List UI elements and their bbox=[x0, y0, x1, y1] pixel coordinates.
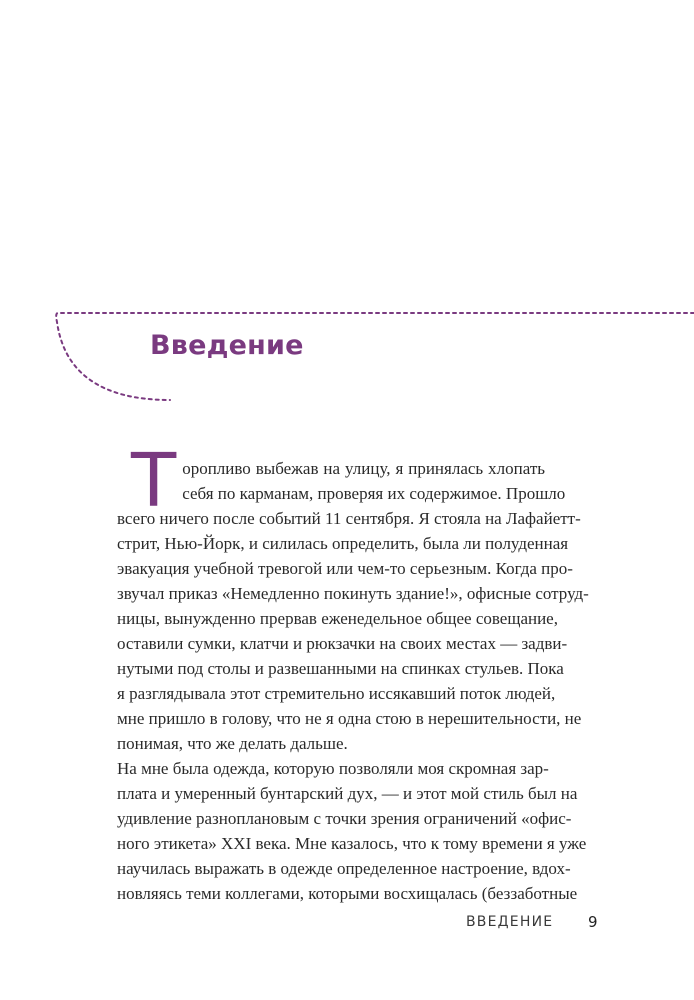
paragraph-2 bbox=[117, 756, 587, 906]
text-line: мне пришло в голову, что не я одна стою в нерешительности, не bbox=[117, 709, 582, 728]
text-line: понимая, что же делать дальше. bbox=[117, 734, 348, 753]
text-line: себя по карманам, проверяя их содержимое. Прошло bbox=[182, 484, 566, 503]
text-line: я разглядывала этот стремительно иссякавший поток людей, bbox=[117, 684, 556, 703]
text-line: новляясь теми коллегами, которыми восхищалась (беззаботные bbox=[117, 884, 578, 903]
text-line: ного этикета» XXI века. Мне казалось, что к тому времени я уже bbox=[117, 834, 587, 853]
paragraph-2-text bbox=[117, 756, 587, 906]
text-line: оропливо выбежав на улицу, я принялась хлопать bbox=[182, 459, 545, 478]
text-line: научилась выражать в одежде определенное настроение, вдох- bbox=[117, 859, 571, 878]
text-line: На мне была одежда, которую позволяли моя скромная зар- bbox=[117, 759, 549, 778]
text-line: нутыми под столы и развешанными на спинках стульев. Пока bbox=[117, 659, 564, 678]
text-line: ницы, вынужденно прервав еженедельное общее совещание, bbox=[117, 609, 558, 628]
body-text bbox=[117, 438, 589, 906]
text-line: стрит, Нью-Йорк, и силилась определить, была ли полуденная bbox=[117, 534, 569, 553]
paragraph-1-text bbox=[117, 456, 589, 756]
paragraph-1 bbox=[117, 438, 589, 756]
running-head: ВВЕДЕНИЕ bbox=[466, 914, 554, 930]
text-line: всего ничего после событий 11 сентября. Я стояла на Лафайетт- bbox=[117, 509, 581, 528]
text-line: звучал приказ «Немедленно покинуть здание!», офисные сотруд- bbox=[117, 584, 589, 603]
page-footer bbox=[0, 914, 694, 938]
chapter-title: Введение bbox=[150, 330, 304, 361]
text-line: оставили сумки, клатчи и рюкзачки на своих местах — задви- bbox=[117, 634, 568, 653]
dotted-decoration bbox=[0, 0, 694, 420]
page-number: 9 bbox=[588, 913, 598, 931]
text-line: плата и умеренный бунтарский дух, — и этот мой стиль был на bbox=[117, 784, 578, 803]
text-line: эвакуация учебной тревогой или чем-то серьезным. Когда про- bbox=[117, 559, 573, 578]
drop-cap: Т bbox=[131, 438, 177, 524]
text-line: удивление разноплановым с точки зрения ограничений «офис- bbox=[117, 809, 572, 828]
